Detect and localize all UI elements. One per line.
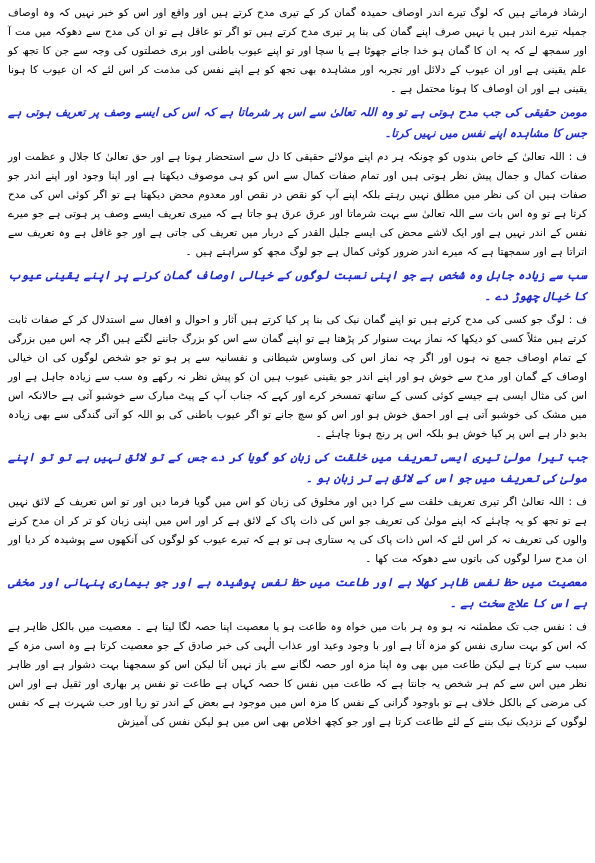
paragraph-label: ف :	[568, 496, 587, 508]
heading-text: جب تیرا مولیٰ تیری ایسی تعریف میں خلقت کی زبان کو گویا کر دے جس کے تو لائق نہیں ہے تو تو اپنے مولیٰ کی تعریف میں جو اس کے لائق ہے تر زبان ہو ۔	[8, 450, 587, 485]
heading-text: معصیت میں حظ نفس ظاہر کھلا ہے اور طاعت میں حظ نفس پوشیدہ ہے اور جو بیماری پنہانی اور مخفی ہے اس کا علاج سخت ہے ۔	[8, 575, 587, 610]
body-paragraph	[8, 4, 587, 99]
section-heading	[8, 102, 587, 144]
body-paragraph	[8, 493, 587, 569]
section-heading	[8, 447, 587, 489]
paragraph-text: اللہ تعالیٰ کے خاص بندوں کو چونکہ ہر دم اپنے مولائے حقیقی کا دل سے استحضار ہوتا ہے اور حق تعالیٰ کا جلال و عظمت اور صفات کمال و جمال پیش نظر ہوتی ہیں اور تمام صفات کمال سے اس کو ہی موصوف دیکھتا ہے اور اپنا وجود اور اپنے اندر جو صفات ہیں ان کی نظر میں مطلق نہیں رہتے بلکہ اپنے آپ کو نقص در نقص اور معدوم محض دیکھتا ہے تو اگر کوئی اس کی مدح کرتا ہے تو وہ اس بات سے اللہ تعالیٰ سے بہت شرماتا اور عرق عرق ہو جاتا ہے کہ میری تعریف ایسے وصف پر ہوتی ہے جو میرے نفس کے اندر نہیں ہے اور ایک لاشے محض کی ایسے جلیل القدر کے دربار میں تعریف کی جاتی ہے اور جو غافل ہے وہ تعریف سے اتراتا ہے اور سمجھتا ہے کہ میرے اندر ضرور کوئی کمال ہے جو لوگ مجھ کو سراہتے ہیں ۔	[8, 151, 587, 258]
paragraph-text: نفس جب تک مطمئنہ نہ ہو وہ ہر بات میں خواہ وہ طاعت ہو یا معصیت اپنا حصہ لگا لیتا ہے ۔ معصیت میں بالکل ظاہر ہے کہ اس کو بہت ساری نفس کو مزہ آتا ہے اور با وجود وعید اور عذاب الٰہی کی خبر صادق کے جو معصیت کرتا ہے وہ اسی مزہ کے سبب سے کرتا ہے لیکن طاعت میں بھی وہ اپنا مزہ اور حصہ لگانے سے باز نہیں آتا لیکن اس کو سمجھنا بہت دشوار ہے اور ظاہر نظر میں اس سے کم ہر شخص یہ جانتا ہے کہ طاعت میں نفس کا حصہ کہاں ہے طاعت تو نفس پر بھاری اور ثقیل ہے اور اس کی مرضی کے بالکل خلاف ہے تو باوجود گرانی کے نفس کا مزہ اس میں موجود ہے بعض کے اندر تو ریا اور حب شہرت ہے کہ نفس لوگوں کے نزدیک نیک بننے کے لئے طاعت کرتا ہے اور جو کچھ اخلاص بھی اس میں ہو لیکن نفس کی آمیزش	[8, 621, 587, 728]
heading-text: مومن حقیقی کی جب مدح ہوتی ہے تو وہ اللہ تعالیٰ سے اس پر شرماتا ہے کہ اس کی ایسے وصف پر تعریف ہوتی ہے جس کا مشاہدہ اپنے نفس میں نہیں کرتا۔	[8, 105, 587, 140]
body-paragraph	[8, 618, 587, 732]
body-paragraph	[8, 148, 587, 262]
paragraph-label: ف :	[568, 151, 587, 163]
paragraph-text: ارشاد فرماتے ہیں کہ لوگ تیرے اندر اوصاف حمیدہ گمان کر کے تیری مدح کرتے ہیں اور واقع اور اس کو خبر نہیں کہ وہ اوصاف جمیلہ تیرے اندر ہیں یا نہیں صرف اپنے گمان کی بنا پر تیری مدح کرتے ہیں تو اگر تو عاقل ہے تو ان کی مدح سے دھوکہ میں مت آ اور سمجھ لے کہ یہ ان کا گمان ہو خدا جانے جھوٹا ہے یا سچا اور تو اپنے عیوب باطنی اور بری خصلتوں کی وجہ سے جن کا تجھ کو علم یقینی ہے اور ان عیوب کے دلائل اور تجربہ اور مشاہدہ بھی تجھ کو ہے اپنے نفس کی مذمت کر اس لئے کہ ان عیوب کا ہونا یقینی ہے اور ان اوصاف کا ہونا محتمل ہے ۔	[8, 7, 587, 95]
heading-text: سب سے زیادہ جاہل وہ شخص ہے جو اپنی نسبت لوگوں کے خیالی اوصاف گمان کرنے پر اپنے یقینی عیوب کا خیال چھوڑ دے ۔	[8, 268, 587, 303]
paragraph-label: ف :	[568, 314, 587, 326]
paragraph-text: لوگ جو کسی کی مدح کرتے ہیں تو اپنے گمان نیک کی بنا پر کیا کرتے ہیں آثار و احوال و افعال سے استدلال کر کے صفات ثابت کرتے ہیں مثلاً کسی کو دیکھا کہ نماز بہت سنوار کر پڑھتا ہے تو اپنے گمان سے اس کو بزرگ جاننے لگتے ہیں اگر چہ اس میں بزرگی کے تمام اوصاف جمع نہ ہوں اور اگر چہ نماز اس کی وساوس شیطانی و نفسانیہ سے پر ہو تو جو شخص لوگوں کی ان خیالی اوصاف کے گمان اور مدح سے خوش ہو اور اپنے اندر جو یقینی عیوب ہیں ان کو پیش نظر نہ رکھے وہ سب سے زیادہ جاہل ہے اور اس کی مثال ایسی ہے جیسے کوئی کسی کے ساتھ تمسخر کرے اور کہے کہ جناب آپ کے پیٹ مبارک سے خوشبو آتی ہے حالانکہ اس میں مشک کی خوشبو آتی ہے اور احمق خوش ہو اور اس کو سچ جانے تو اگر عیوب باطنی کی بو اللہ کو آتی گندگی سے بھی زیادہ بدبو دار ہے اس پر کیا خوش ہو بلکہ اس پر رنج ہونا چاہئے ۔	[8, 314, 587, 440]
paragraph-text: اللہ تعالیٰ اگر تیری تعریف خلقت سے کرا دیں اور مخلوق کی زبان کو اس میں گویا فرما دیں اور تو اس تعریف کے لائق نہیں ہے تو تجھ کو یہ چاہئے کہ اپنے مولیٰ کی تعریف جو اس کی ذات پاک کے لائق ہے کر اور اس میں اپنی زبان کو تر کر ان مدح کرنے والوں کی تعریف نہ کر اس لئے کہ اس ذات پاک کی یہ ستاری ہی تو ہے کہ تیرے عیوب کو لوگوں کی آنکھوں سے پوشیدہ کر دیا اور ان مدح سرا لوگوں کی باتوں سے دھوکہ مت کھا ۔	[8, 496, 587, 565]
section-heading	[8, 265, 587, 307]
paragraph-label: ف :	[568, 621, 587, 633]
section-heading	[8, 572, 587, 614]
body-paragraph	[8, 311, 587, 444]
